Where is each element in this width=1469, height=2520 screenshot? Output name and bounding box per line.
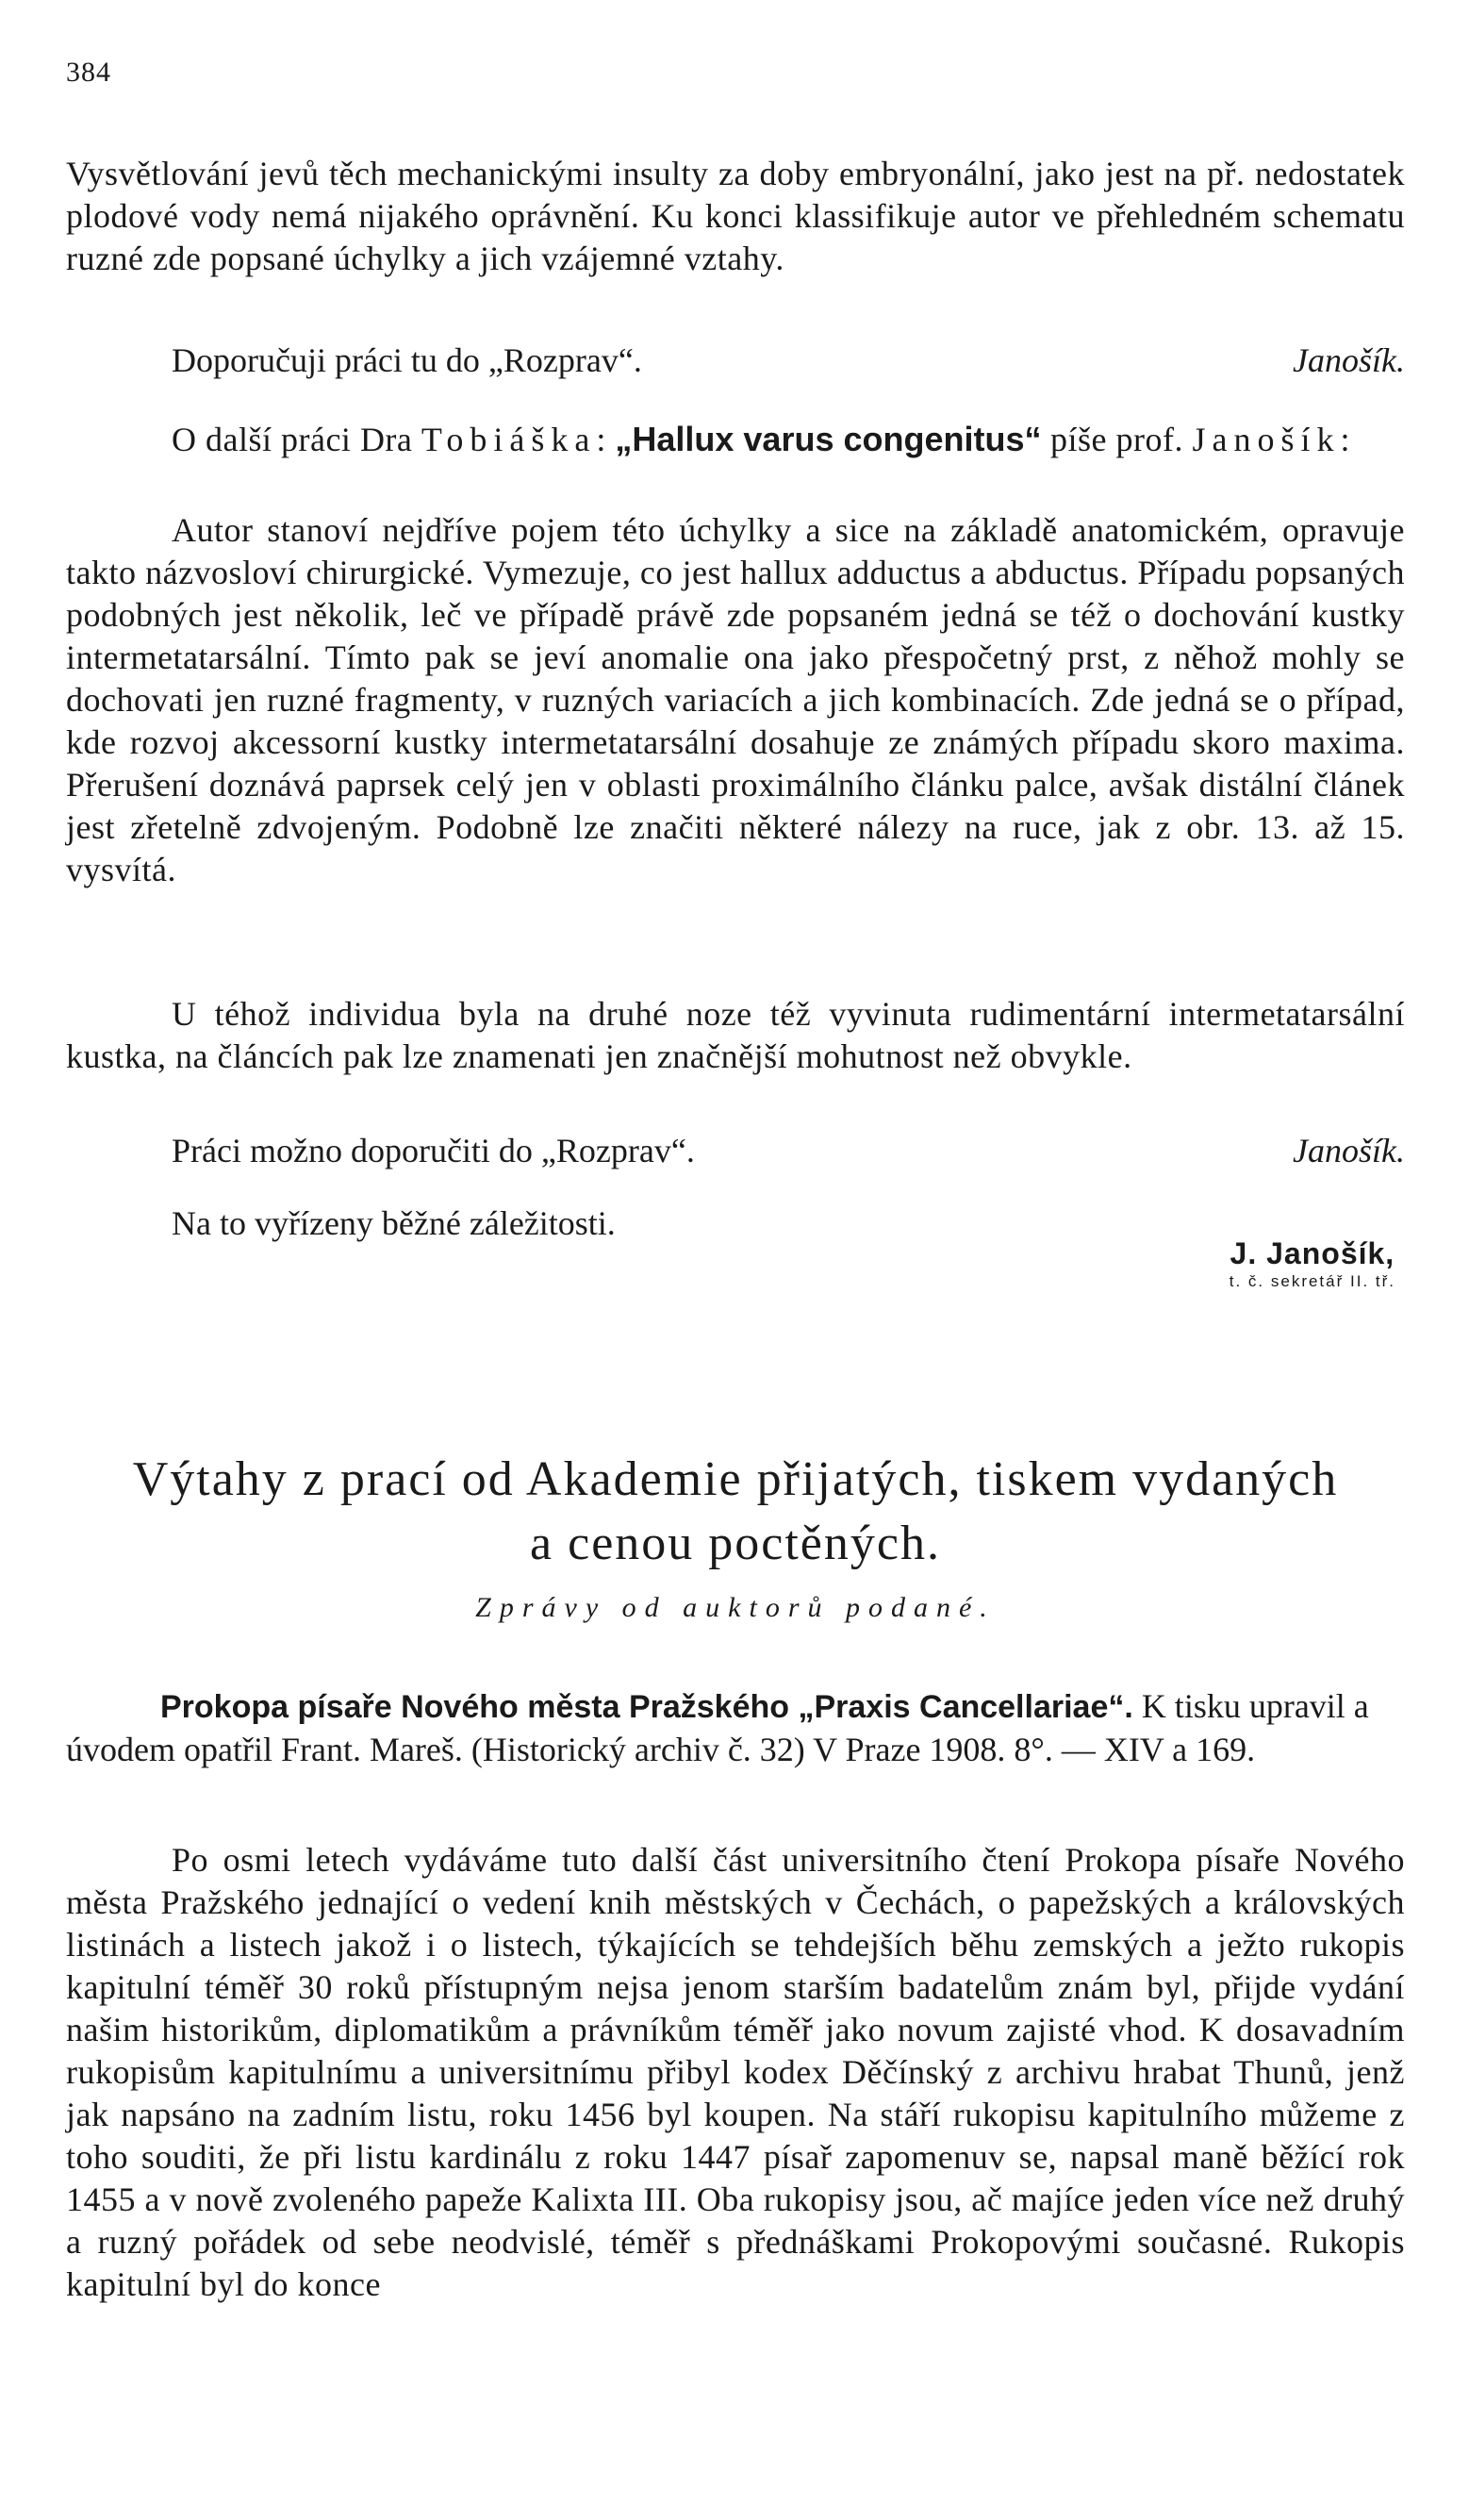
- report2-intro: [66, 418, 1405, 461]
- report2-reviewer-name: Janošík: [1192, 421, 1341, 458]
- report2-intro-colon: :: [596, 421, 616, 458]
- report2-recommendation: Práci možno doporučiti do „Rozprav“.: [172, 1132, 695, 1169]
- report2-paragraph1: Autor stanoví nejdříve pojem této úchylky a sice na základě anatomickém, opravuje takto názvosloví chirurgické. Vymezuje, co jest hallux adductus a abductus. Případu popsaných podobných jest několik, leč ve případě právě zde popsaném jedná se též o dochování kustky intermetatarsální. Tímto pak se jeví anomalie ona jako přespočetný prst, z něhož mohly se dochovati jen ruzné fragmenty, v ruzných variacích a jich kombinacích. Zde jedná se o případ, kde rozvoj akcessorní kustky intermetatarsální dosahuje ze známých případu skoro maxima. Přerušení doznává paprsek celý jen v oblasti proximálního článku palce, avšak distální článek jest zřetelně zdvojeným. Podobně lze značiti některé nálezy na ruce, jak z obr. 13. až 15. vysvítá.: [66, 511, 1405, 888]
- signature-block: [1230, 1235, 1395, 1292]
- report1-reviewer: Janošík.: [1293, 341, 1405, 379]
- review-body: Po osmi letech vydáváme tuto další část universitního čtení Prokopa písaře Nového města Pražského jednající o vedení knih městských v Čechách, o papežských a královských listinách a listech jakož i o listech, týkajících se tehdejších běhu zemských a ježto rukopis kapitulní téměř 30 roků přístupným nejsa jenom starším badatelům znám byl, přijde vydání našim historikům, diplomatikům a právníkům téměř jako novum zajisté vhod. K dosavadním rukopisům kapitulnímu a universitnímu přibyl kodex Děčínský z archivu hrabat Thunů, jenž jak napsáno na zadním listu, roku 1456 byl koupen. Na stáří rukopisu kapitulního můžeme z toho souditi, že při listu kardinálu z roku 1447 písař zapomenuv se, napsal maně běžící rok 1455 a v nově zvoleného papeže Kalixta III. Oba rukopisy jsou, ač majíce jeden více než druhý a ruzný pořádek od sebe neodvislé, téměř s přednáškami Prokopovými současné. Rukopis kapitulní byl do konce: [66, 1841, 1405, 2303]
- review-reference: [66, 1685, 1405, 1771]
- report2-paragraph2: U téhož individua byla na druhé noze též vyvinuta rudimentární intermetatarsální kustka, na článcích pak lze znamenati jen značnější mohutnost než obvykle.: [66, 995, 1405, 1075]
- report1-paragraph: Vysvětlování jevů těch mechanickými insulty za doby embryonální, jako jest na př. nedostatek plodové vody nemá nijakého oprávnění. Ku konci klassifikuje autor ve přehledném schematu ruzné zde popsané úchylky a jich vzájemné vztahy.: [66, 155, 1405, 277]
- page-number: 384: [66, 57, 111, 88]
- section-subtitle: Zprávy od auktorů podané.: [475, 1592, 996, 1623]
- section-title-line2: a cenou poctěných.: [530, 1517, 941, 1570]
- report2-intro-end: :: [1340, 421, 1350, 458]
- signature-name: J. Janošík,: [1230, 1236, 1395, 1270]
- review-title-bold: Prokopa písaře Nového města Pražského „Praxis Cancellariae“.: [160, 1689, 1133, 1725]
- report1-recommendation: Doporučuji práci tu do „Rozprav“.: [172, 341, 642, 379]
- report2-intro-writes: píše prof.: [1041, 421, 1193, 458]
- report2-reviewer: Janošík.: [1293, 1132, 1405, 1169]
- closing-text: Na to vyřízeny běžné záležitosti.: [172, 1204, 616, 1242]
- signature-role: t. č. sekretář II. tř.: [1229, 1272, 1395, 1290]
- section-title: [66, 1448, 1405, 1576]
- report2-work-title: „Hallux varus congenitus“: [615, 420, 1042, 458]
- review-title: [66, 1685, 1405, 1771]
- section-title-line1: Výtahy z prací od Akademie přijatých, tiskem vydaných: [132, 1452, 1339, 1506]
- report2-intro-before: O další práci Dra: [172, 421, 421, 458]
- review-title-rest: K tisku upravil a úvodem opatřil Frant. Mareš. (Historický archiv č. 32) V Praze 1908. 8°. — XIV a 169.: [66, 1687, 1369, 1768]
- report2-author: Tobiáška: [421, 421, 597, 458]
